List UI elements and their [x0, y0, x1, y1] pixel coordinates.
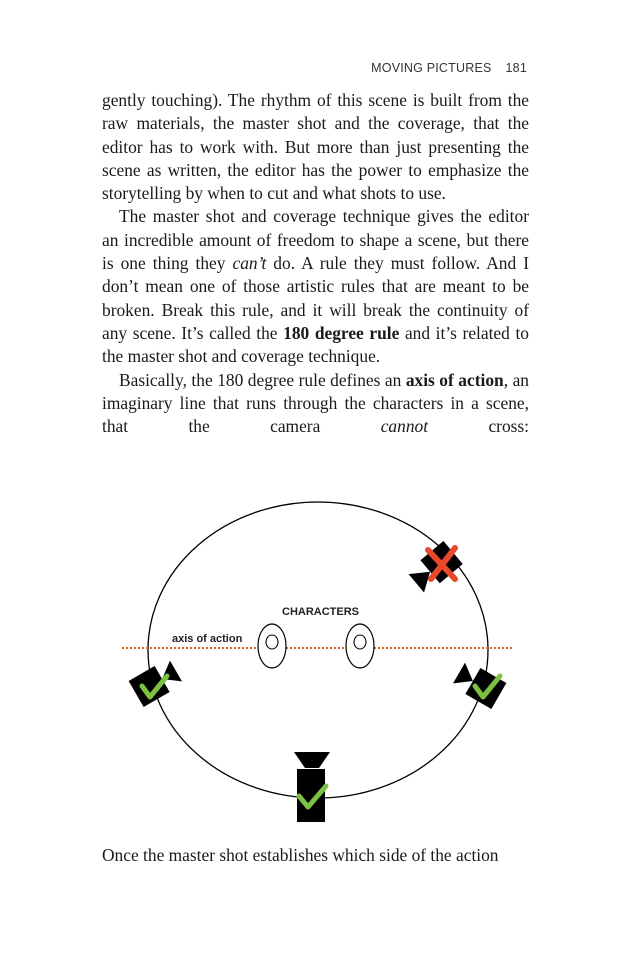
body-text-continued — [102, 844, 529, 867]
180-degree-rule-diagram — [115, 500, 520, 830]
camera-right — [452, 660, 507, 709]
term-axis-of-action: axis of action — [405, 369, 504, 390]
paragraph-4: Once the master shot establishes which side of the action — [102, 845, 499, 865]
character-right — [346, 624, 374, 668]
camera-left — [129, 658, 184, 707]
running-head-title: MOVING PICTURES — [371, 61, 492, 75]
character-left — [258, 624, 286, 668]
paragraph-2: The master shot and coverage technique gives the editor an incredible amount of freedom to shape a scene, but there is one thing they can’t do. A rule they must follow. And I don’t mean one of those artistic rules that are meant to be broken. Break this rule, and it will break the continuity of any scene. It’s called the 180 degree rule and it’s related to the master shot and coverage technique. — [102, 206, 529, 367]
diagram-svg — [115, 500, 520, 830]
paragraph-1: gently touching). The rhythm of this scene is built from the raw materials, the master shot and the coverage, that the editor has to work with. But more than just presenting the scene as written, the editor has the power to emphasize the storytelling by when to cut and what shots to use. — [102, 90, 529, 204]
page-number: 181 — [505, 61, 527, 75]
emphasis-cant: can’t — [232, 253, 267, 274]
body-text — [102, 89, 529, 438]
emphasis-cannot: cannot — [380, 416, 429, 437]
axis-of-action-label: axis of action — [172, 633, 243, 645]
characters-label: CHARACTERS — [282, 606, 359, 618]
running-head — [371, 61, 527, 75]
paragraph-3: Basically, the 180 degree rule defines an axis of action, an imaginary line that runs through the characters in a scene, that the camera cannot cross: — [102, 369, 530, 437]
term-180-degree-rule: 180 degree rule — [283, 322, 400, 343]
